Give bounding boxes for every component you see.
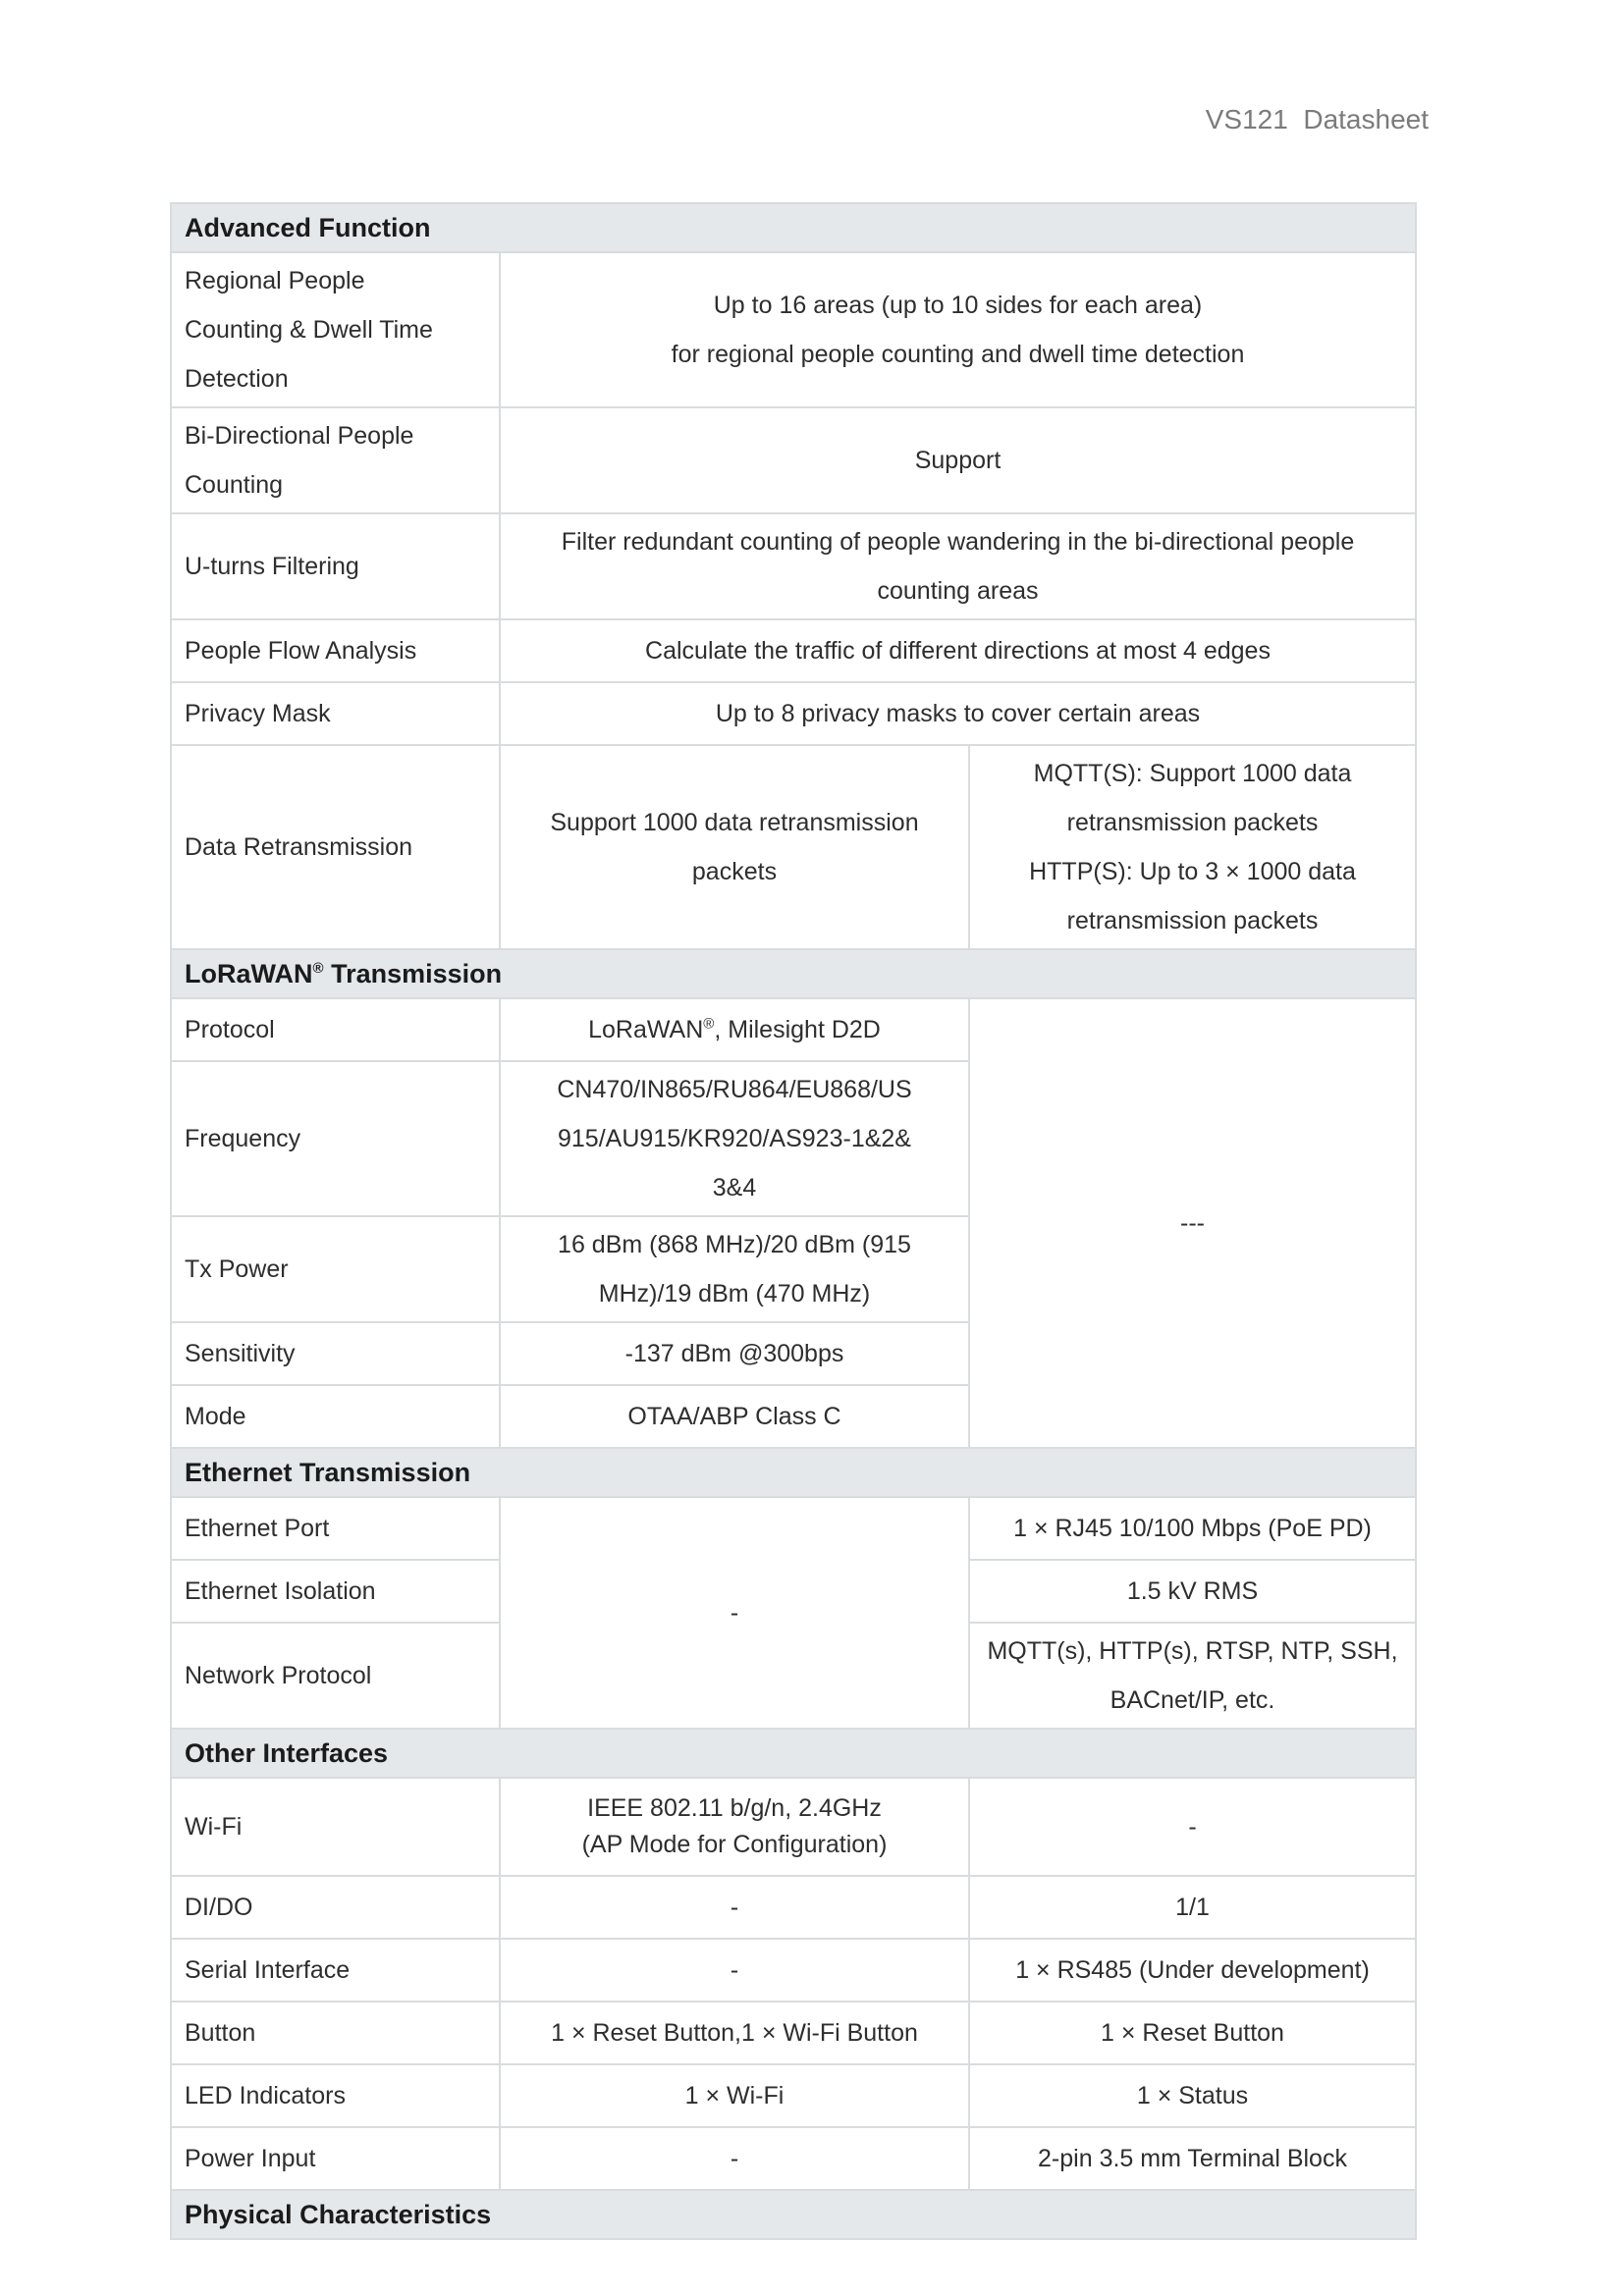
spec-value-ethernet-isolation: 1.5 kV RMS	[969, 1560, 1416, 1623]
spec-label-protocol: Protocol	[171, 998, 500, 1061]
spec-value-privacy-mask: Up to 8 privacy masks to cover certain areas	[500, 682, 1416, 745]
spec-value-serial-right: 1 × RS485 (Under development)	[969, 1939, 1416, 2002]
spec-label-button: Button	[171, 2002, 500, 2064]
table-row	[171, 1497, 1416, 1560]
spec-value-wifi-right: -	[969, 1778, 1416, 1876]
spec-label-network-protocol: Network Protocol	[171, 1623, 500, 1729]
table-row	[171, 252, 1416, 407]
page-header-title: VS121 Datasheet	[1205, 104, 1429, 134]
spec-label-frequency: Frequency	[171, 1061, 500, 1216]
spec-value-wifi	[500, 1778, 969, 1876]
spec-value-lorawan-not-applicable: ---	[969, 998, 1416, 1448]
spec-value-power-mid: -	[500, 2127, 969, 2190]
spec-value-uturns-filtering: Filter redundant counting of people wandering in the bi-directional people counting areas	[500, 513, 1416, 619]
section-title-other-interfaces: Other Interfaces	[171, 1729, 1416, 1778]
label-line: Counting & Dwell Time	[185, 316, 433, 344]
spec-label-mode: Mode	[171, 1385, 500, 1448]
spec-label-ethernet-port: Ethernet Port	[171, 1497, 500, 1560]
table-row	[171, 407, 1416, 513]
spec-value-led-mid: 1 × Wi-Fi	[500, 2064, 969, 2127]
table-row	[171, 2064, 1416, 2127]
spec-label-serial-interface: Serial Interface	[171, 1939, 500, 2002]
value-line: 3&4	[712, 1174, 757, 1201]
section-title-ethernet-transmission: Ethernet Transmission	[171, 1448, 1416, 1497]
spec-label-dido: DI/DO	[171, 1876, 500, 1939]
spec-label-data-retransmission: Data Retransmission	[171, 745, 500, 949]
spec-value-dido-mid: -	[500, 1876, 969, 1939]
spec-label-ethernet-isolation: Ethernet Isolation	[171, 1560, 500, 1623]
spec-label-people-flow-analysis: People Flow Analysis	[171, 619, 500, 682]
spec-value-tx-power	[500, 1216, 969, 1322]
spec-label-bidirectional-counting: Bi-Directional People Counting	[171, 407, 500, 513]
spec-label-regional-people-counting	[171, 252, 500, 407]
spec-label-wifi: Wi-Fi	[171, 1778, 500, 1876]
spec-value-serial-mid: -	[500, 1939, 969, 2002]
table-row	[171, 1939, 1416, 2002]
section-title-advanced-function: Advanced Function	[171, 203, 1416, 252]
section-header-row-lorawan-transmission	[171, 949, 1416, 998]
spec-value-mode: OTAA/ABP Class C	[500, 1385, 969, 1448]
spec-label-led-indicators: LED Indicators	[171, 2064, 500, 2127]
spec-value-data-retransmission: Support 1000 data retransmission packets	[500, 745, 969, 949]
spec-label-sensitivity: Sensitivity	[171, 1322, 500, 1385]
spec-value-button-mid: 1 × Reset Button,1 × Wi-Fi Button	[500, 2002, 969, 2064]
spec-value-regional-people-counting	[500, 252, 1416, 407]
spec-label-power-input: Power Input	[171, 2127, 500, 2190]
section-header-row-other-interfaces	[171, 1729, 1416, 1778]
value-line: for regional people counting and dwell time detection	[671, 341, 1245, 368]
section-title-physical-characteristics: Physical Characteristics	[171, 2190, 1416, 2239]
spec-value-led-right: 1 × Status	[969, 2064, 1416, 2127]
spec-value-frequency	[500, 1061, 969, 1216]
table-row	[171, 998, 1416, 1061]
value-line: 915/AU915/KR920/AS923-1&2&	[558, 1125, 911, 1152]
table-row	[171, 513, 1416, 619]
spec-value-people-flow-analysis: Calculate the traffic of different directions at most 4 edges	[500, 619, 1416, 682]
table-row	[171, 2127, 1416, 2190]
spec-label-privacy-mask: Privacy Mask	[171, 682, 500, 745]
section-title-text: LoRaWAN	[185, 959, 313, 988]
value-line: HTTP(S): Up to 3 × 1000 data retransmission packets	[1029, 858, 1356, 934]
value-line: MHz)/19 dBm (470 MHz)	[598, 1280, 871, 1308]
registered-trademark-symbol: ®	[703, 1015, 715, 1033]
spec-value-ethernet-port: 1 × RJ45 10/100 Mbps (PoE PD)	[969, 1497, 1416, 1560]
section-header-row-advanced-function	[171, 203, 1416, 252]
spec-value-dido-right: 1/1	[969, 1876, 1416, 1939]
label-line: Regional People	[185, 267, 365, 294]
table-row	[171, 1778, 1416, 1876]
value-text: , Milesight D2D	[714, 1016, 881, 1043]
value-line: IEEE 802.11 b/g/n, 2.4GHz	[587, 1794, 882, 1822]
spec-value-bidirectional-counting: Support	[500, 407, 1416, 513]
section-header-row-physical-characteristics	[171, 2190, 1416, 2239]
table-row	[171, 619, 1416, 682]
value-line: (AP Mode for Configuration)	[581, 1831, 888, 1858]
spec-value-sensitivity: -137 dBm @300bps	[500, 1322, 969, 1385]
section-title-lorawan-transmission	[171, 949, 1416, 998]
spec-value-button-right: 1 × Reset Button	[969, 2002, 1416, 2064]
table-row	[171, 2002, 1416, 2064]
spec-note-data-retransmission	[969, 745, 1416, 949]
table-row	[171, 745, 1416, 949]
registered-trademark-symbol: ®	[312, 960, 324, 977]
value-line: 16 dBm (868 MHz)/20 dBm (915	[558, 1231, 911, 1258]
spec-value-ethernet-not-applicable: -	[500, 1497, 969, 1729]
spec-value-protocol	[500, 998, 969, 1061]
value-text: LoRaWAN	[588, 1016, 704, 1043]
spec-value-network-protocol: MQTT(s), HTTP(s), RTSP, NTP, SSH, BACnet/IP, etc.	[969, 1623, 1416, 1729]
label-line: Detection	[185, 365, 289, 393]
table-row	[171, 1876, 1416, 1939]
table-row	[171, 682, 1416, 745]
value-line: Up to 16 areas (up to 10 sides for each area)	[713, 292, 1203, 319]
spec-value-power-right: 2-pin 3.5 mm Terminal Block	[969, 2127, 1416, 2190]
spec-table	[170, 202, 1417, 2240]
value-line: MQTT(S): Support 1000 data retransmission packets	[1033, 760, 1352, 836]
value-line: CN470/IN865/RU864/EU868/US	[557, 1076, 912, 1103]
section-header-row-ethernet-transmission	[171, 1448, 1416, 1497]
spec-label-tx-power: Tx Power	[171, 1216, 500, 1322]
spec-label-uturns-filtering: U-turns Filtering	[171, 513, 500, 619]
section-title-text: Transmission	[323, 959, 503, 988]
